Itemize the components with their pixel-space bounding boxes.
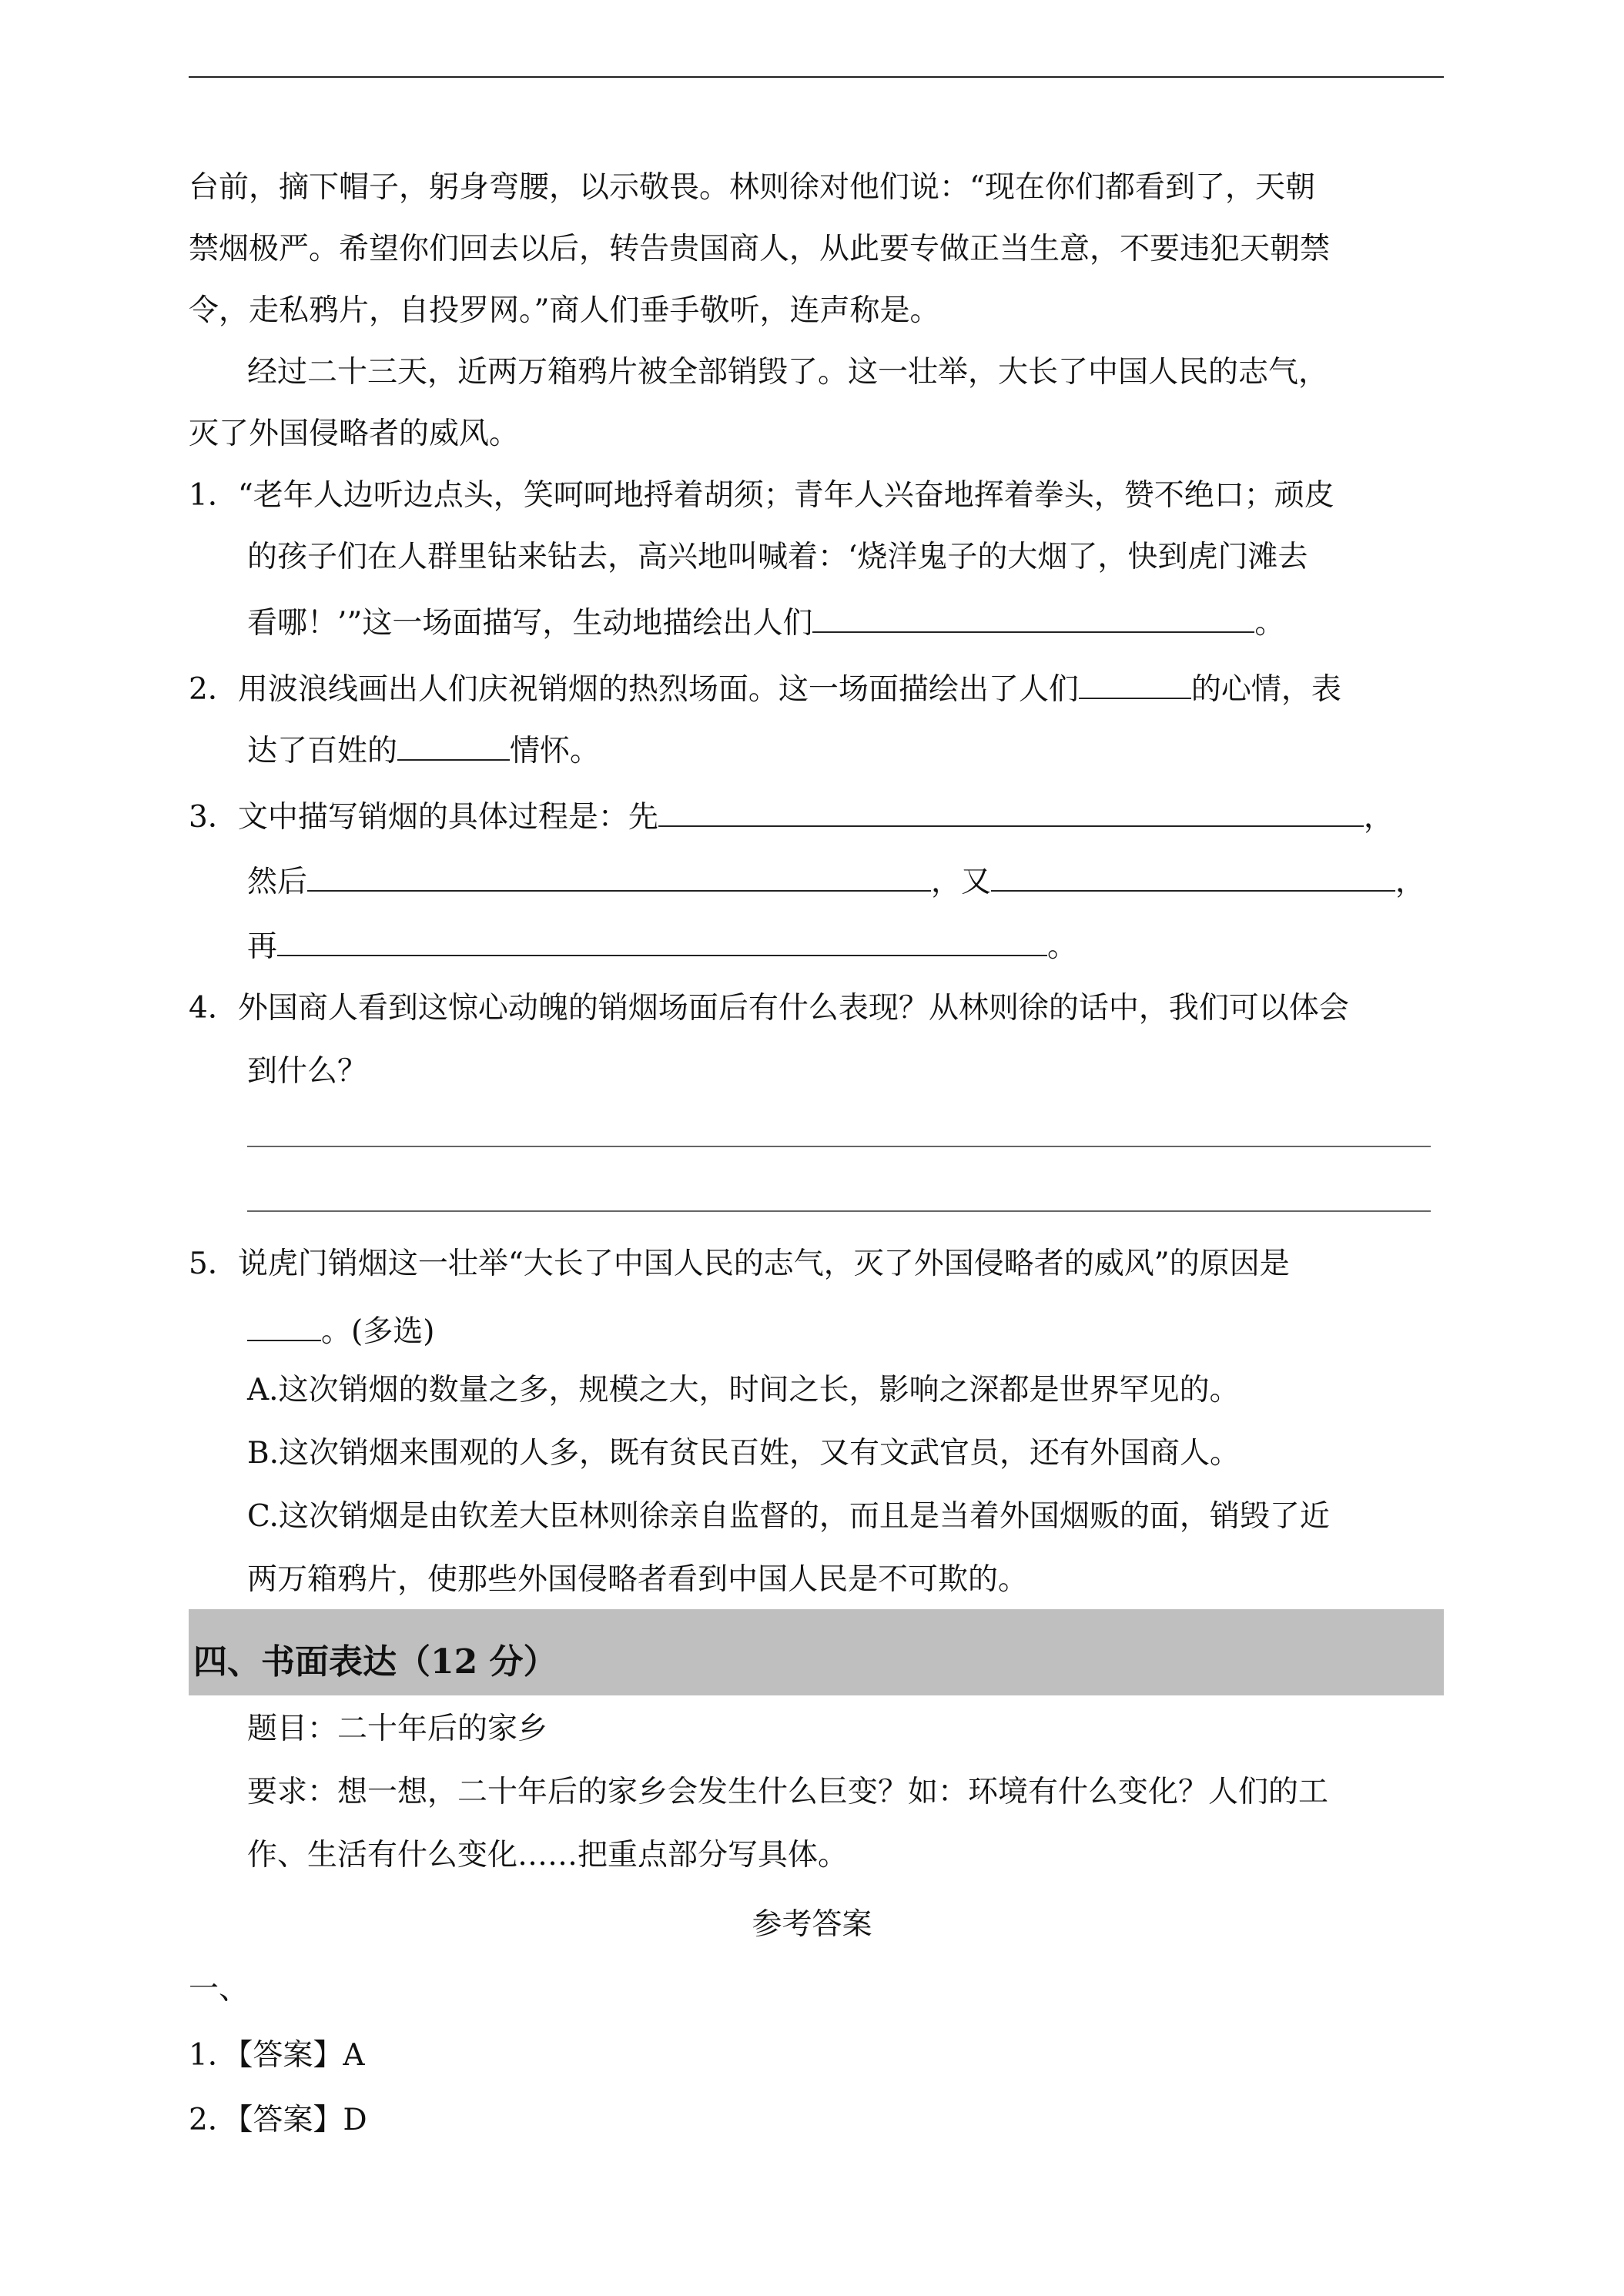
question-3-line: 再 。 [247,927,1077,962]
question-4-line: 4．外国商人看到这惊心动魄的销烟场面后有什么表现？从林则徐的话中，我们可以体会 [189,991,1349,1026]
question-5-line: 5．说虎门销烟这一壮举“大长了中国人民的志气，灭了外国侵略者的威风”的原因是 [189,1247,1290,1281]
answer-item: 2．【答案】D [189,2103,367,2137]
question-3-line: 3．文中描写销烟的具体过程是：先 ， [189,798,1394,832]
question-5-line: 。(多选) [247,1312,434,1347]
passage-line: 令，走私鸦片，自投罗网。”商人们垂手敬听，连声称是。 [189,293,940,328]
question-1-line: 1．“老年人边听边点头，笑呵呵地捋着胡须；青年人兴奋地挥着拳头，赞不绝口；顽皮 [189,478,1334,513]
answer-blank[interactable] [307,862,931,892]
answers-part-label: 一、 [189,1972,249,2006]
essay-requirement: 作、生活有什么变化……把重点部分写具体。 [247,1838,849,1873]
question-1-line: 的孩子们在人群里钻来钻去，高兴地叫喊着：‘烧洋鬼子的大烟了，快到虎门滩去 [247,540,1308,574]
essay-requirement: 要求：想一想，二十年后的家乡会发生什么巨变？如：环境有什么变化？人们的工 [247,1775,1329,1809]
answer-blank[interactable] [397,731,510,761]
passage-line: 灭了外国侵略者的威风。 [189,417,520,451]
question-2-line: 达了百姓的 情怀。 [247,731,600,766]
answer-blank[interactable] [658,798,1364,827]
passage-line: 台前，摘下帽子，躬身弯腰，以示敬畏。林则徐对他们说：“现在你们都看到了，天朝 [189,170,1315,205]
option-c: C.这次销烟是由钦差大臣林则徐亲自监督的，而且是当着外国烟贩的面，销毁了近 [247,1499,1330,1534]
essay-topic: 题目：二十年后的家乡 [247,1712,548,1746]
option-c-continued: 两万箱鸦片，使那些外国侵略者看到中国人民是不可欺的。 [247,1562,1029,1597]
header-rule [189,76,1444,78]
section-title: 四、书面表达（12 分） [193,1642,558,1682]
answer-item: 1．【答案】A [189,2038,365,2073]
answer-blank[interactable] [247,1312,321,1341]
option-a: A.这次销烟的数量之多，规模之大，时间之长，影响之深都是世界罕见的。 [247,1373,1240,1407]
answer-blank[interactable] [991,862,1395,892]
question-2-line: 2．用波浪线画出人们庆祝销烟的热烈场面。这一场面描绘出了人们 的心情，表 [189,670,1341,705]
question-4-line: 到什么？ [247,1054,368,1089]
answer-writing-line[interactable] [247,1210,1431,1212]
answer-blank[interactable] [812,604,1254,633]
answer-blank[interactable] [1079,670,1191,699]
question-3-line: 然后 ，又 ， [247,862,1425,897]
question-1-line: 看哪！’”这一场面描写，生动地描绘出人们 。 [247,604,1284,638]
answers-heading: 参考答案 [752,1907,872,1942]
answer-writing-line[interactable] [247,1146,1431,1147]
passage-line: 经过二十三天，近两万箱鸦片被全部销毁了。这一壮举，大长了中国人民的志气， [247,355,1329,390]
passage-line: 禁烟极严。希望你们回去以后，转告贵国商人，从此要专做正当生意，不要违犯天朝禁 [189,232,1331,266]
section-header [189,1609,1444,1695]
answer-blank[interactable] [277,927,1047,956]
option-b: B.这次销烟来围观的人多，既有贫民百姓，又有文武官员，还有外国商人。 [247,1436,1241,1471]
